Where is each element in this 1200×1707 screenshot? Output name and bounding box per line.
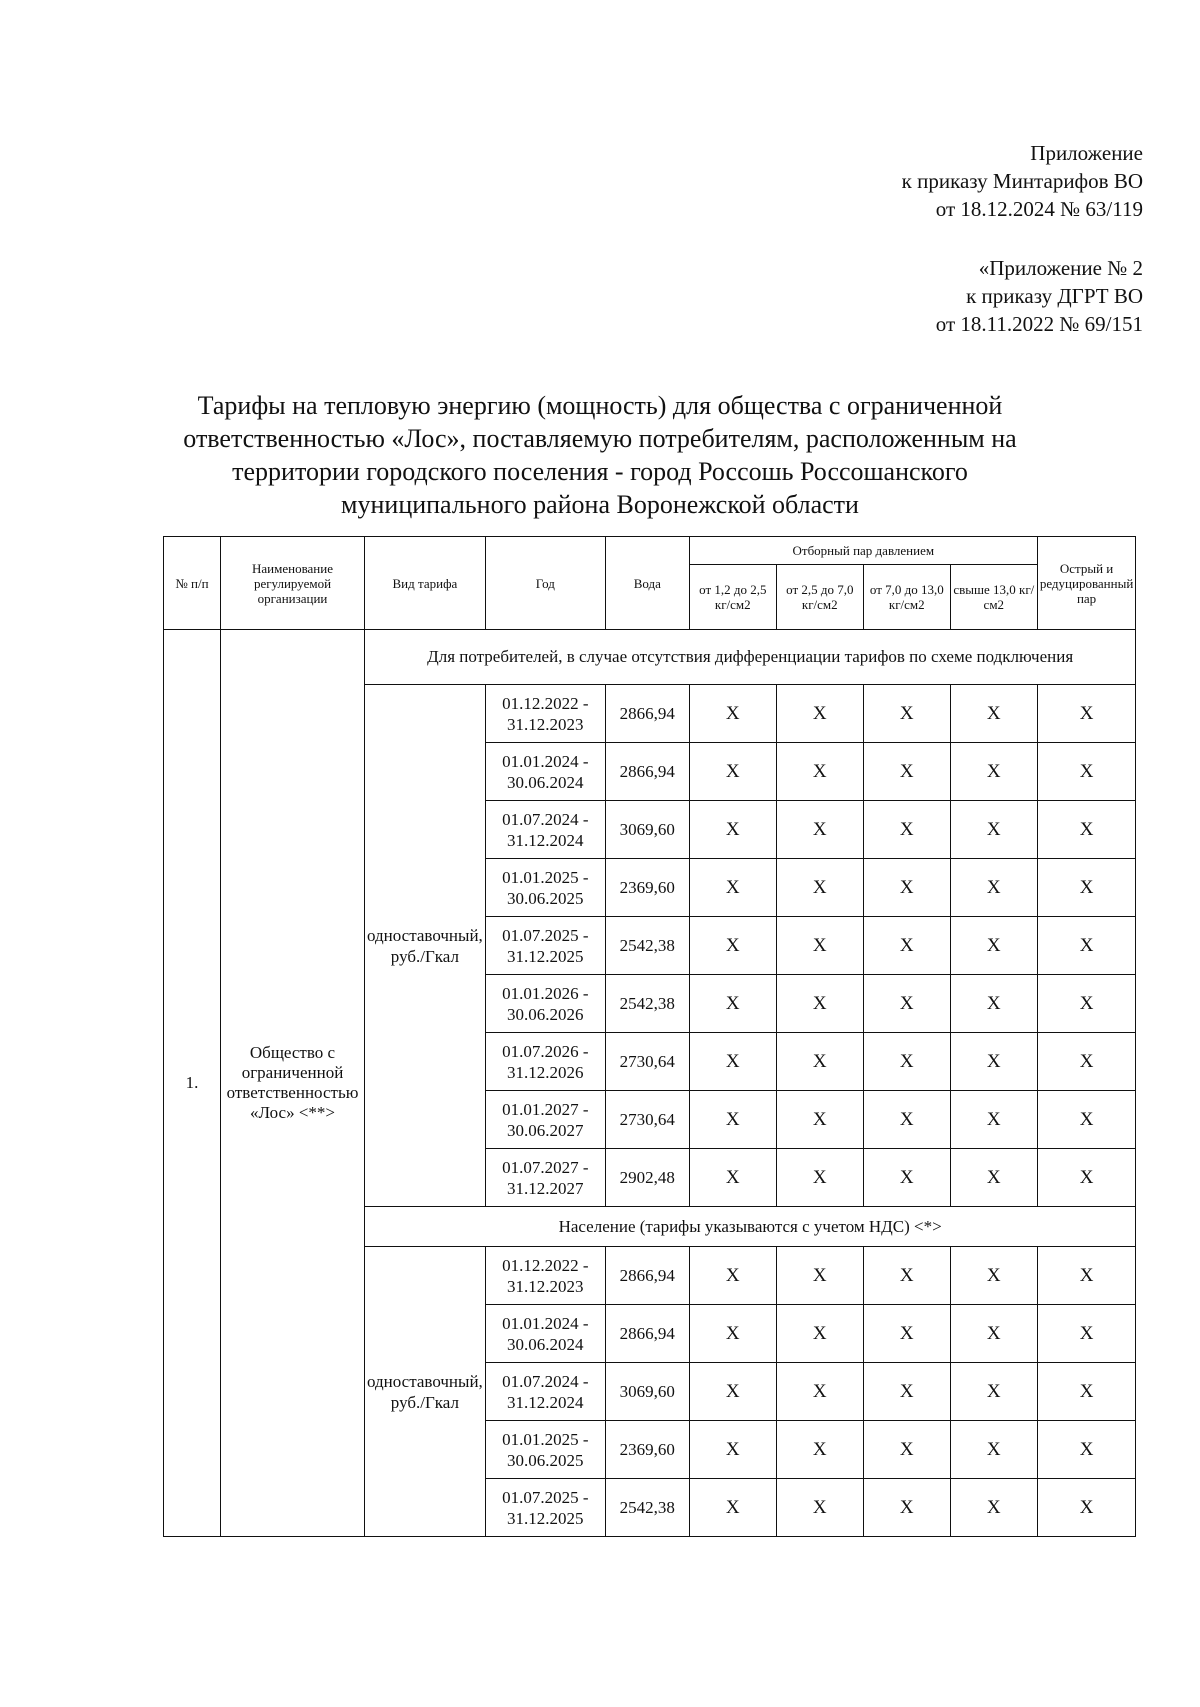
steam-tariff-cell: X	[950, 801, 1037, 859]
steam-tariff-cell: X	[776, 1305, 863, 1363]
title-line: Тарифы на тепловую энергию (мощность) для общества с ограниченной	[197, 391, 1003, 421]
header-steam-4: свыше 13,0 кг/см2	[950, 565, 1037, 630]
steam-tariff-cell: X	[1037, 859, 1136, 917]
steam-tariff-cell: X	[689, 975, 776, 1033]
appendix-header-original	[936, 254, 1143, 338]
header-water: Вода	[605, 537, 689, 630]
steam-tariff-cell: X	[863, 1247, 950, 1305]
steam-tariff-cell: X	[1037, 801, 1136, 859]
steam-tariff-cell: X	[1037, 1479, 1136, 1537]
steam-tariff-cell: X	[689, 1149, 776, 1207]
steam-tariff-cell: X	[950, 1149, 1037, 1207]
period-cell: 01.07.2025 - 31.12.2025	[485, 1479, 605, 1537]
steam-tariff-cell: X	[1037, 1149, 1136, 1207]
tariff-table	[163, 536, 1136, 1537]
water-tariff-cell: 2542,38	[605, 1479, 689, 1537]
period-cell: 01.12.2022 - 31.12.2023	[485, 685, 605, 743]
steam-tariff-cell: X	[689, 1479, 776, 1537]
steam-tariff-cell: X	[776, 1091, 863, 1149]
organization-name: Общество с ограниченной ответственностью «Лос» <**>	[221, 630, 365, 1537]
steam-tariff-cell: X	[689, 1421, 776, 1479]
steam-tariff-cell: X	[776, 1421, 863, 1479]
steam-tariff-cell: X	[863, 1305, 950, 1363]
period-cell: 01.01.2024 - 30.06.2024	[485, 1305, 605, 1363]
steam-tariff-cell: X	[863, 1363, 950, 1421]
steam-tariff-cell: X	[1037, 1305, 1136, 1363]
steam-tariff-cell: X	[950, 917, 1037, 975]
steam-tariff-cell: X	[776, 1149, 863, 1207]
header-year: Год	[485, 537, 605, 630]
steam-tariff-cell: X	[776, 975, 863, 1033]
steam-tariff-cell: X	[776, 859, 863, 917]
steam-tariff-cell: X	[1037, 1091, 1136, 1149]
steam-tariff-cell: X	[689, 859, 776, 917]
water-tariff-cell: 2866,94	[605, 743, 689, 801]
steam-tariff-cell: X	[1037, 1247, 1136, 1305]
water-tariff-cell: 2866,94	[605, 1247, 689, 1305]
tariff-type: одноставочный, руб./Гкал	[365, 1247, 486, 1537]
section-row	[164, 630, 1136, 685]
appendix-line: от 18.11.2022 № 69/151	[935, 312, 1143, 336]
steam-tariff-cell: X	[689, 1305, 776, 1363]
header-sharp-steam: Острый и редуцированный пар	[1037, 537, 1136, 630]
steam-tariff-cell: X	[776, 1479, 863, 1537]
steam-tariff-cell: X	[950, 975, 1037, 1033]
title-line: территории городского поселения - город Россошь Россошанского	[232, 457, 968, 487]
period-cell: 01.07.2027 - 31.12.2027	[485, 1149, 605, 1207]
period-cell: 01.01.2027 - 30.06.2027	[485, 1091, 605, 1149]
row-number: 1.	[164, 630, 221, 1537]
steam-tariff-cell: X	[1037, 1421, 1136, 1479]
water-tariff-cell: 2369,60	[605, 859, 689, 917]
tariff-table-body	[164, 630, 1136, 1537]
water-tariff-cell: 2730,64	[605, 1091, 689, 1149]
steam-tariff-cell: X	[950, 1363, 1037, 1421]
appendix-line: к приказу ДГРТ ВО	[966, 284, 1143, 308]
steam-tariff-cell: X	[776, 917, 863, 975]
steam-tariff-cell: X	[1037, 1363, 1136, 1421]
appendix-line: от 18.12.2024 № 63/119	[935, 197, 1143, 221]
header-steam-group: Отборный пар давлением	[689, 537, 1037, 565]
steam-tariff-cell: X	[776, 1247, 863, 1305]
title-line: ответственностью «Лос», поставляемую потребителям, расположенным на	[183, 424, 1017, 454]
steam-tariff-cell: X	[950, 1479, 1037, 1537]
header-steam-3: от 7,0 до 13,0 кг/см2	[863, 565, 950, 630]
header-tariff-type: Вид тарифа	[365, 537, 486, 630]
period-cell: 01.07.2025 - 31.12.2025	[485, 917, 605, 975]
steam-tariff-cell: X	[950, 1247, 1037, 1305]
header-steam-2: от 2,5 до 7,0 кг/см2	[776, 565, 863, 630]
header-organization: Наименование регулируемой организации	[221, 537, 365, 630]
period-cell: 01.07.2024 - 31.12.2024	[485, 801, 605, 859]
steam-tariff-cell: X	[689, 1091, 776, 1149]
period-cell: 01.07.2024 - 31.12.2024	[485, 1363, 605, 1421]
steam-tariff-cell: X	[950, 685, 1037, 743]
document-title	[100, 389, 1100, 521]
appendix-line: «Приложение № 2	[978, 256, 1143, 280]
steam-tariff-cell: X	[776, 801, 863, 859]
steam-tariff-cell: X	[776, 1033, 863, 1091]
section-title: Для потребителей, в случае отсутствия дифференциации тарифов по схеме подключения	[365, 630, 1136, 685]
steam-tariff-cell: X	[950, 1091, 1037, 1149]
water-tariff-cell: 2542,38	[605, 975, 689, 1033]
period-cell: 01.01.2025 - 30.06.2025	[485, 859, 605, 917]
steam-tariff-cell: X	[863, 1033, 950, 1091]
period-cell: 01.01.2024 - 30.06.2024	[485, 743, 605, 801]
water-tariff-cell: 3069,60	[605, 801, 689, 859]
steam-tariff-cell: X	[863, 801, 950, 859]
steam-tariff-cell: X	[1037, 1033, 1136, 1091]
steam-tariff-cell: X	[689, 743, 776, 801]
title-line: муниципального района Воронежской области	[341, 490, 859, 520]
appendix-line: Приложение	[1030, 141, 1143, 165]
header-num: № п/п	[164, 537, 221, 630]
steam-tariff-cell: X	[863, 1149, 950, 1207]
appendix-line: к приказу Минтарифов ВО	[901, 169, 1143, 193]
steam-tariff-cell: X	[776, 743, 863, 801]
steam-tariff-cell: X	[863, 917, 950, 975]
steam-tariff-cell: X	[689, 685, 776, 743]
steam-tariff-cell: X	[950, 743, 1037, 801]
water-tariff-cell: 2866,94	[605, 1305, 689, 1363]
steam-tariff-cell: X	[863, 859, 950, 917]
section-title: Население (тарифы указываются с учетом НДС) <*>	[365, 1207, 1136, 1247]
header-steam-1: от 1,2 до 2,5 кг/см2	[689, 565, 776, 630]
steam-tariff-cell: X	[689, 1033, 776, 1091]
period-cell: 01.01.2025 - 30.06.2025	[485, 1421, 605, 1479]
steam-tariff-cell: X	[1037, 975, 1136, 1033]
steam-tariff-cell: X	[1037, 685, 1136, 743]
water-tariff-cell: 2866,94	[605, 685, 689, 743]
steam-tariff-cell: X	[689, 917, 776, 975]
steam-tariff-cell: X	[863, 1479, 950, 1537]
steam-tariff-cell: X	[1037, 917, 1136, 975]
steam-tariff-cell: X	[863, 685, 950, 743]
steam-tariff-cell: X	[689, 1363, 776, 1421]
period-cell: 01.01.2026 - 30.06.2026	[485, 975, 605, 1033]
steam-tariff-cell: X	[689, 1247, 776, 1305]
steam-tariff-cell: X	[1037, 743, 1136, 801]
steam-tariff-cell: X	[950, 1033, 1037, 1091]
tariff-type: одноставочный, руб./Гкал	[365, 685, 486, 1207]
water-tariff-cell: 2542,38	[605, 917, 689, 975]
steam-tariff-cell: X	[776, 1363, 863, 1421]
period-cell: 01.07.2026 - 31.12.2026	[485, 1033, 605, 1091]
water-tariff-cell: 3069,60	[605, 1363, 689, 1421]
water-tariff-cell: 2730,64	[605, 1033, 689, 1091]
water-tariff-cell: 2902,48	[605, 1149, 689, 1207]
steam-tariff-cell: X	[863, 1091, 950, 1149]
period-cell: 01.12.2022 - 31.12.2023	[485, 1247, 605, 1305]
appendix-header-current	[902, 139, 1143, 223]
steam-tariff-cell: X	[863, 743, 950, 801]
steam-tariff-cell: X	[950, 859, 1037, 917]
water-tariff-cell: 2369,60	[605, 1421, 689, 1479]
steam-tariff-cell: X	[950, 1421, 1037, 1479]
steam-tariff-cell: X	[863, 975, 950, 1033]
steam-tariff-cell: X	[863, 1421, 950, 1479]
steam-tariff-cell: X	[776, 685, 863, 743]
steam-tariff-cell: X	[950, 1305, 1037, 1363]
steam-tariff-cell: X	[689, 801, 776, 859]
